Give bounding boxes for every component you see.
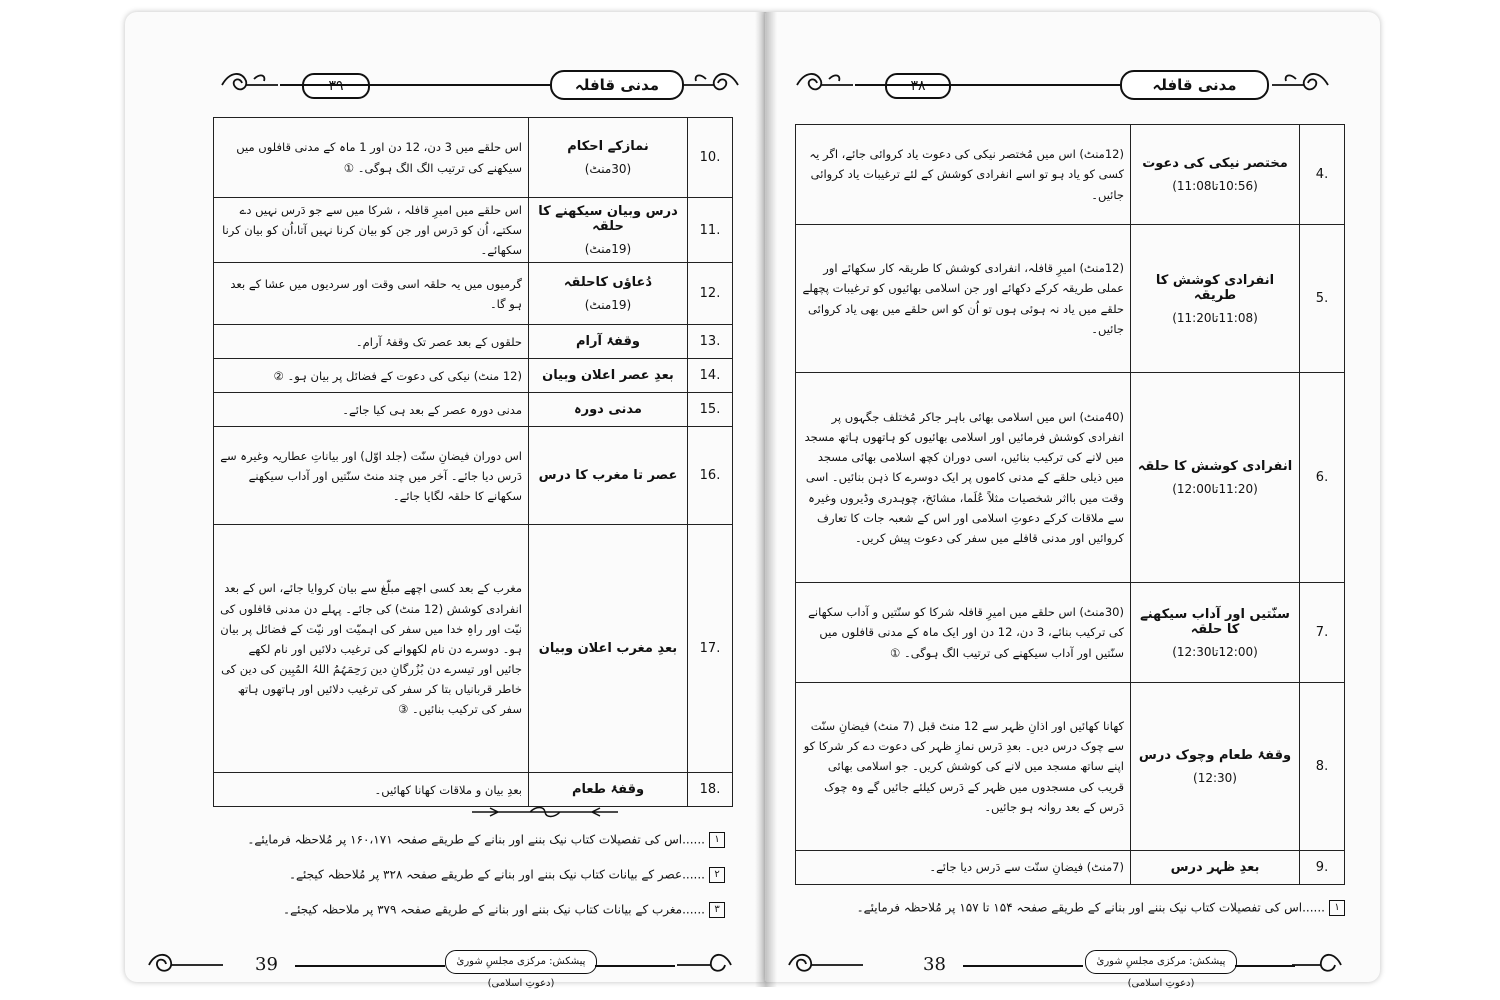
row-time: (30منٹ) bbox=[584, 162, 632, 176]
row-time: (12:00تا12:30) bbox=[1172, 644, 1258, 659]
page-header bbox=[795, 67, 1335, 103]
row-number: 8. bbox=[1300, 683, 1345, 851]
row-title: وقفۂ طعام bbox=[571, 782, 645, 798]
ornament-icon bbox=[795, 69, 855, 101]
row-title: بعدِ مغرب اعلان وبیان bbox=[538, 641, 678, 657]
header-title: مدنی قافلہ bbox=[550, 70, 684, 100]
page-38 bbox=[765, 12, 1380, 989]
row-description: مدنی دورہ عصر کے بعد ہی کیا جائے۔ bbox=[214, 393, 529, 427]
row-number: 15. bbox=[688, 393, 733, 427]
header-page-number: ۳۸ bbox=[885, 73, 951, 99]
row-number: 14. bbox=[688, 359, 733, 393]
row-title: وقفۂ آرام bbox=[575, 334, 641, 350]
row-title-cell bbox=[529, 525, 688, 773]
row-title-cell bbox=[529, 359, 688, 393]
row-title-cell bbox=[529, 427, 688, 525]
divider-ornament bbox=[470, 805, 620, 819]
row-description: اس حلقے میں 3 دن، 12 دن اور 1 ماہ کے مدنی قافلوں میں سیکھنے کی ترتیب الگ الگ ہوگی۔ ① bbox=[214, 118, 529, 198]
footnote bbox=[220, 902, 725, 918]
table-row bbox=[214, 393, 733, 427]
row-number: 17. bbox=[688, 525, 733, 773]
ornament-icon bbox=[675, 950, 735, 980]
row-title: نمازکے احکام bbox=[567, 139, 649, 154]
row-title-cell bbox=[1131, 373, 1300, 583]
row-title: دُعاؤں کاحلقہ bbox=[563, 275, 653, 291]
row-number: 10. bbox=[688, 118, 733, 198]
page-footer bbox=[145, 950, 735, 989]
row-title-cell bbox=[529, 118, 688, 198]
table-row bbox=[214, 118, 733, 198]
row-number: 9. bbox=[1300, 851, 1345, 885]
row-description: کھانا کھائیں اور اذانِ ظہر سے 12 منٹ قبل (7 منٹ) فیضانِ سنّت سے چوک درس دیں۔ بعدِ دَرس نمازِ ظہر کی دعوت دے کر شرکا کو اپنے ساتھ مسجد میں لانے کی کوشش کریں۔ جو اسلامی بھائی قریب کی مسجدوں میں ظہر کے دَرس کیلئے جائیں گے وہ چوک دَرس کے بعد روانہ ہو جائیں۔ bbox=[796, 683, 1131, 851]
row-title-cell bbox=[529, 393, 688, 427]
row-title-cell bbox=[1131, 225, 1300, 373]
row-description: اس حلقے میں امیرِ قافلہ ، شرکا میں سے جو دَرس نہیں دے سکتے، اُن کو دَرس اور جن کو بیان کرنا نہیں آتا،اُن کو بیان کرنا سکھائے۔ bbox=[214, 198, 529, 263]
book-gutter bbox=[755, 12, 777, 987]
row-time: (19منٹ) bbox=[584, 242, 632, 257]
row-title-cell bbox=[529, 325, 688, 359]
row-description: گرمیوں میں یہ حلقہ اسی وقت اور سردیوں میں عشا کے بعد ہو گا۔ bbox=[214, 263, 529, 325]
table-row bbox=[214, 773, 733, 807]
footer-page-number: 39 bbox=[255, 954, 278, 975]
footnote bbox=[220, 832, 725, 848]
row-title-cell bbox=[529, 198, 688, 263]
row-description: (40منٹ) اس میں اسلامی بھائی باہر جاکر مُختلف جگہوں پر انفرادی کوشش فرمائیں اور اسلامی بھائیوں کو ہاتھوں ہاتھ مسجد میں لانے کی ترکیب بنائیں، اسی دوران کچھ اسلامی بھائی مسجد میں ذیلی حلقے کے مدنی کاموں پر ایک دوسرے کا ذہن بنائیں۔ اسی وقت میں بااثر شخصیات مثلاً عُلَما، مشائخ، چوہدری وڈیروں وغیرہ سے ملاقات کرکے دعوتِ اسلامی اور اس کے شعبہ جات کا تعارف کروائیں اور مدنی قافلے میں سفر کی دعوت پیش کریں۔ bbox=[796, 373, 1131, 583]
footnote-text: ......عصر کے بیانات کتاب نیک بننے اور بنانے کے طریقے صفحہ ۳۲۸ پر مُلاحظہ کیجئے۔ bbox=[288, 867, 705, 882]
row-time: (11:20تا12:00) bbox=[1172, 482, 1258, 496]
footnote-marker: ۲ bbox=[709, 867, 725, 883]
row-description: بعدِ بیان و ملاقات کھانا کھائیں۔ bbox=[214, 773, 529, 807]
row-description: (30منٹ) اس حلقے میں امیرِ قافلہ شرکا کو سنّتیں و آداب سکھانے کی ترکیب بنائے، 3 دن، 12 دن اور ایک ماہ کے مدنی قافلوں میں سنّتیں اور آداب سیکھنے کی ترتیب الگ ہوگی۔ ① bbox=[796, 583, 1131, 683]
table-row bbox=[214, 263, 733, 325]
footer-page-number: 38 bbox=[923, 954, 946, 975]
ornament-icon bbox=[1270, 69, 1330, 101]
footnote-text: ......اس کی تفصیلات کتاب نیک بننے اور بنانے کے طریقے صفحہ ۱۵۴ تا ۱۵۷ پر مُلاحظہ فرمایئے۔ bbox=[856, 900, 1325, 915]
ornament-icon bbox=[785, 950, 865, 980]
footnote-marker: ۱ bbox=[709, 832, 725, 848]
schedule-table bbox=[213, 117, 733, 807]
row-title: وقفۂ طعام وچوک درس bbox=[1138, 748, 1292, 763]
table-row bbox=[796, 851, 1345, 885]
row-number: 5. bbox=[1300, 225, 1345, 373]
row-title-cell bbox=[1131, 851, 1300, 885]
row-time: (12:30) bbox=[1193, 771, 1237, 785]
header-page-number: ۳۹ bbox=[302, 73, 370, 99]
row-title-cell bbox=[529, 263, 688, 325]
table-row bbox=[796, 225, 1345, 373]
footnote-marker: ۱ bbox=[1329, 900, 1345, 916]
ornament-icon bbox=[1290, 950, 1345, 980]
row-number: 7. bbox=[1300, 583, 1345, 683]
row-description: (7منٹ) فیضانِ سنّت سے دَرس دیا جائے۔ bbox=[796, 851, 1131, 885]
row-description: حلقوں کے بعد عصر تک وقفۂ آرام۔ bbox=[214, 325, 529, 359]
row-time: (10:56تا11:08) bbox=[1172, 179, 1258, 193]
row-description: مغرب کے بعد کسی اچھے مبلّغ سے بیان کروایا جائے، اس کے بعد انفرادی کوشش (12 منٹ) کی جائے۔ پہلے دن مدنی قافلوں کی نیّت اور راہِ خدا میں سفر کی اہمیّت اور نیّت کے فضائل پر بیان ہو۔ دوسرے دن نام لکھوانے کی ترغیب دلائیں اور نام لکھے جائیں اور تیسرے دن بُزُرگانِ دین رَحِمَہُمُ اللہُ المُبِین کی دین کی خاطر قربانیاں بتا کر سفر کی ترغیب دلائیں اور ہاتھوں ہاتھ سفر کی ترکیب بنائیں۔ ③ bbox=[214, 525, 529, 773]
table-row bbox=[214, 525, 733, 773]
row-title: مدنی دورہ bbox=[574, 402, 642, 418]
row-number: 4. bbox=[1300, 125, 1345, 225]
row-number: 11. bbox=[688, 198, 733, 263]
row-description: (12 منٹ) نیکی کی دعوت کے فضائل پر بیان ہو۔ ② bbox=[214, 359, 529, 393]
table-row bbox=[796, 125, 1345, 225]
ornament-icon bbox=[145, 950, 225, 980]
row-title-cell bbox=[1131, 583, 1300, 683]
table-row bbox=[214, 198, 733, 263]
table-row bbox=[796, 583, 1345, 683]
row-number: 6. bbox=[1300, 373, 1345, 583]
row-title: عصر تا مغرب کا درس bbox=[538, 468, 678, 484]
row-title-cell bbox=[1131, 683, 1300, 851]
footer-publisher: پیشکش: مرکزی مجلسِ شوریٰ (دعوتِ اسلامی) bbox=[1085, 950, 1237, 974]
table-row bbox=[214, 325, 733, 359]
row-title: انفرادی کوشش کا طریقہ bbox=[1155, 272, 1275, 303]
row-title-cell bbox=[529, 773, 688, 807]
ornament-icon bbox=[680, 69, 740, 101]
table-row bbox=[796, 373, 1345, 583]
footer-rule bbox=[1235, 965, 1295, 967]
footer-rule bbox=[295, 965, 445, 967]
row-number: 16. bbox=[688, 427, 733, 525]
row-description: (12منٹ) اس میں مُختصر نیکی کی دعوت یاد کروائی جائے، اگر یہ کسی کو یاد ہو تو اسے انفرادی کوشش کے لئے ترغیبات یاد کروائی جائیں۔ bbox=[796, 125, 1131, 225]
table-row bbox=[214, 359, 733, 393]
footnote-marker: ۳ bbox=[709, 902, 725, 918]
row-title: بعدِ عصر اعلان وبیان bbox=[542, 368, 674, 384]
header-title: مدنی قافلہ bbox=[1120, 70, 1269, 100]
footnote bbox=[220, 867, 725, 883]
open-book bbox=[125, 12, 1380, 990]
footnote-text: ......مغرب کے بیانات کتاب نیک بننے اور بنانے کے طریقے صفحہ ۳۷۹ پر ملاحظہ کیجئے۔ bbox=[283, 902, 705, 917]
ornament-icon bbox=[220, 69, 280, 101]
footnote bbox=[795, 900, 1345, 916]
page-header bbox=[220, 67, 740, 103]
schedule-table bbox=[795, 124, 1345, 885]
footnote-text: ......اس کی تفصیلات کتاب نیک بننے اور بنانے کے طریقے صفحہ ۱۶۰،۱۷۱ پر مُلاحظہ فرمایئے۔ bbox=[247, 832, 705, 847]
row-description: اس دوران فیضانِ سنّت (جلد اوّل) اور بیاناتِ عطاریہ وغیرہ سے دَرس دیا جائے۔ آخر میں چند منٹ سنّتیں اور آداب سیکھنے سکھانے کا حلقہ لگایا جائے۔ bbox=[214, 427, 529, 525]
row-title: درس وبیان سیکھنے کا حلقہ bbox=[538, 204, 678, 235]
row-title-cell bbox=[1131, 125, 1300, 225]
footer-publisher: پیشکش: مرکزی مجلسِ شوریٰ (دعوتِ اسلامی) bbox=[445, 950, 597, 974]
table-row bbox=[214, 427, 733, 525]
row-title: سنّتیں اور آداب سیکھنے کا حلقہ bbox=[1140, 606, 1290, 637]
row-number: 18. bbox=[688, 773, 733, 807]
row-title: انفرادی کوشش کا حلقہ bbox=[1137, 459, 1293, 474]
footer-rule bbox=[595, 965, 675, 967]
row-number: 13. bbox=[688, 325, 733, 359]
row-time: (19منٹ) bbox=[584, 298, 632, 313]
row-time: (11:08تا11:20) bbox=[1172, 310, 1258, 325]
row-number: 12. bbox=[688, 263, 733, 325]
row-description: (12منٹ) امیرِ قافلہ، انفرادی کوشش کا طریقہ کار سکھائے اور عملی طریقہ کرکے دکھائے اور جن اسلامی بھائیوں کو ترغیبات پچھلے حلقے میں یاد نہ ہوئی ہوں تو اُن کو اس حلقے میں بھی یاد کروائی جائیں۔ bbox=[796, 225, 1131, 373]
footer-rule bbox=[963, 965, 1083, 967]
page-39 bbox=[125, 12, 765, 989]
page-footer bbox=[785, 950, 1345, 989]
table-row bbox=[796, 683, 1345, 851]
row-title: مختصر نیکی کی دعوت bbox=[1142, 156, 1288, 171]
row-title: بعدِ ظہر درس bbox=[1170, 860, 1260, 875]
